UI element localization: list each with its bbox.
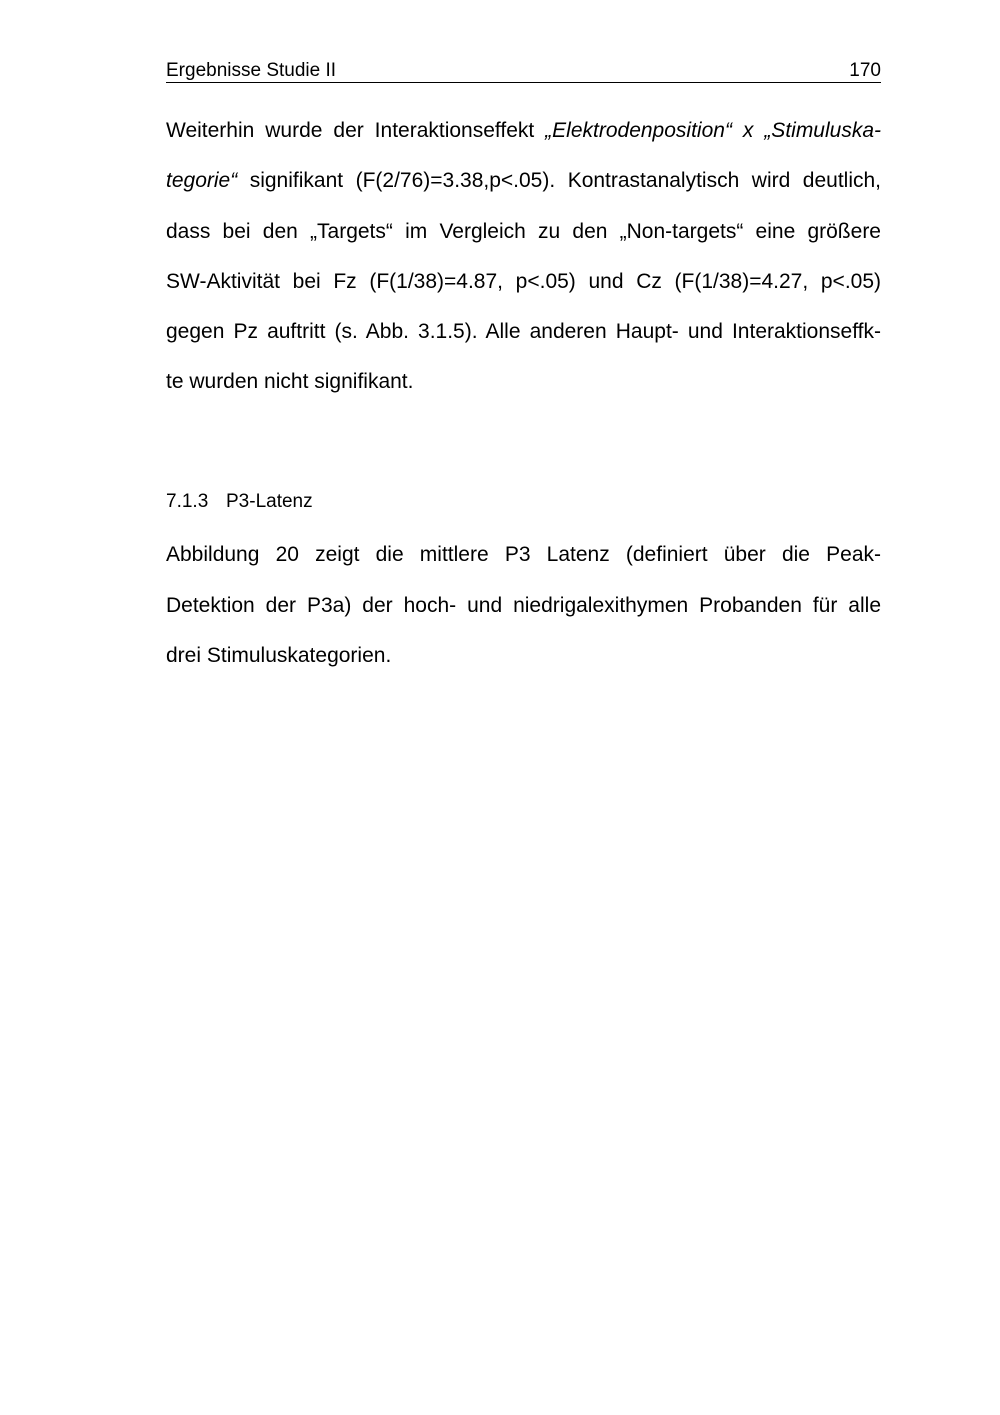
italic-term: „Elektrodenposition“ x „Stimuluska- [545,119,882,142]
section-heading [166,490,313,514]
paragraph-line: Abbildung 20 zeigt die mittlere P3 Latenz (definiert über die Peak- [166,543,881,566]
paragraph-line [166,168,881,194]
paragraph-line: drei Stimuluskategorien. [166,644,392,667]
page-header [166,60,881,83]
text-segment: Weiterhin wurde der Interaktionseffekt [166,119,546,142]
running-title: Ergebnisse Studie II [166,60,337,81]
section-title: P3-Latenz [226,491,313,512]
paragraph-line: SW-Aktivität bei Fz (F(1/38)=4.87, p<.05) und Cz (F(1/38)=4.27, p<.05) [166,270,881,293]
paragraph-line: Detektion der P3a) der hoch- und niedrigalexithymen Probanden für alle [166,594,881,617]
page-number: 170 [849,60,881,81]
text-segment: signifikant (F(2/76)=3.38,p<.05). Kontrastanalytisch wird deutlich, [237,169,881,192]
paragraph-line: dass bei den „Targets“ im Vergleich zu den „Non-targets“ eine größere [166,220,881,243]
section-number: 7.1.3 [166,491,209,512]
paragraph-line [166,118,881,144]
paragraph-line: te wurden nicht signifikant. [166,370,414,393]
paragraph-line: gegen Pz auftritt (s. Abb. 3.1.5). Alle anderen Haupt- und Interaktionseffk- [166,320,881,343]
italic-term: tegorie“ [166,169,238,192]
